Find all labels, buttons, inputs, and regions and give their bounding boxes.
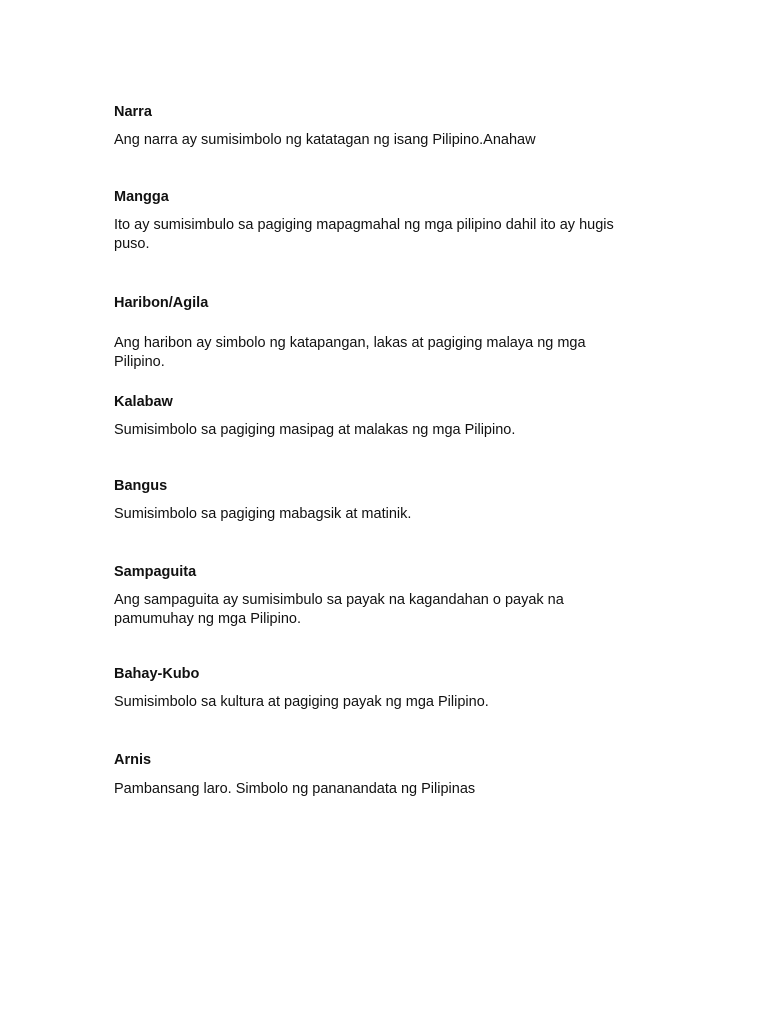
- entry-heading-haribon-agila: Haribon/Agila: [114, 295, 209, 311]
- entry-heading-sampaguita: Sampaguita: [114, 564, 197, 580]
- entry-text-mangga: Ito ay sumisimbulo sa pagiging mapagmahal ng mga pilipino dahil ito ay hugis puso.: [114, 217, 614, 252]
- entry-heading-bahay-kubo: Bahay-Kubo: [114, 666, 200, 682]
- entry-text-narra: Ang narra ay sumisimbolo ng katatagan ng isang Pilipino.Anahaw: [114, 132, 536, 148]
- entry-heading-bangus: Bangus: [114, 478, 168, 494]
- entry-text-haribon-agila: Ang haribon ay simbolo ng katapangan, lakas at pagiging malaya ng mga Pilipino.: [114, 335, 586, 370]
- entry-text-bahay-kubo: Sumisimbolo sa kultura at pagiging payak ng mga Pilipino.: [114, 694, 489, 710]
- entry-heading-mangga: Mangga: [114, 189, 169, 205]
- entry-text-sampaguita: Ang sampaguita ay sumisimbulo sa payak na kagandahan o payak na pamumuhay ng mga Pilipino.: [114, 592, 564, 627]
- entry-text-arnis: Pambansang laro. Simbolo ng pananandata ng Pilipinas: [114, 781, 476, 797]
- entry-heading-kalabaw: Kalabaw: [114, 394, 173, 410]
- entry-text-bangus: Sumisimbolo sa pagiging mabagsik at matinik.: [114, 506, 412, 522]
- entry-text-kalabaw: Sumisimbolo sa pagiging masipag at malakas ng mga Pilipino.: [114, 422, 516, 438]
- entry-heading-arnis: Arnis: [114, 752, 152, 768]
- entry-heading-narra: Narra: [114, 104, 152, 120]
